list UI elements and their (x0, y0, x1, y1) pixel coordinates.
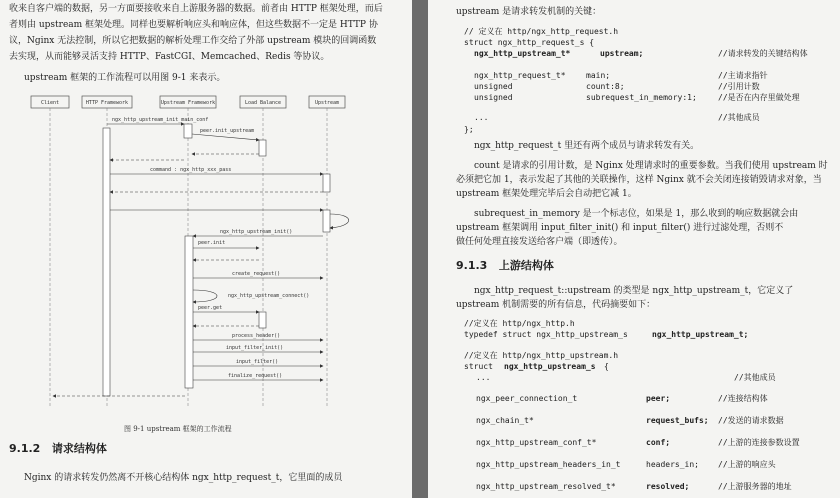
msg-label-10: input_filter_init() (226, 345, 284, 351)
code1-field-4: subrequest_in_memory:1; (586, 93, 697, 102)
section-912-heading (9, 443, 107, 455)
figure-caption: 图 9-1 upstream 框架的工作流程 (124, 425, 232, 433)
code1-note-5: //其他成员 (718, 113, 760, 122)
code1-note-2: //主请求指针 (718, 71, 768, 80)
code1-ellipsis: ... (474, 113, 489, 122)
para4-line-2: upstream 机制需要的所有信息，代码摘要如下： (456, 300, 656, 310)
code2-field-5: resolved; (646, 482, 690, 491)
right-page (428, 0, 840, 498)
code2-struct-name: ngx_http_upstream_s (504, 362, 596, 371)
code2-note-0: //其他成员 (734, 373, 776, 382)
page-gutter (412, 0, 428, 498)
intro-line-2: 者则由 upstream 框架处理。同样也要解析响应头和响应体，但这些数据不一定是 HTTP 协 (9, 20, 378, 30)
self-loop-connect (193, 290, 217, 302)
code2-comment-2: //定义在 http/ngx_http_upstream.h (464, 351, 619, 360)
intro-line-4: 去实现，从而能够灵活支持 HTTP、FastCGI、Memcached、Redis 等协议。 (9, 52, 330, 62)
para4-line-1: ngx_http_request_t::upstream 的类型是 ngx_http_upstream_t，它定义了 (474, 286, 794, 296)
code1-type-3: unsigned (474, 82, 513, 91)
code1-field-2: main; (586, 71, 611, 80)
code1-note-3: //引用计数 (718, 82, 760, 91)
code1-field-1: upstream; (600, 49, 644, 58)
intro-line-3: 议，Nginx 无法控制，所以它把数据的解析处理工作交给了外部 upstream 模块的回调函数 (9, 36, 377, 46)
msg-label-12: finalize_request() (228, 373, 283, 379)
para3-line-1: subrequest_in_memory 是一个标志位，如果是 1，那么收到的响应数据就会由 (474, 209, 799, 219)
code2-ellipsis: ... (476, 373, 491, 382)
code2-typedef: typedef struct ngx_http_upstream_s (464, 330, 628, 339)
code2-note-3: //上游的连接参数设置 (718, 438, 800, 447)
msg-label-4: ngx_http_upstream_init() (220, 229, 293, 235)
code1-type-2: ngx_http_request_t* (474, 71, 566, 80)
msg-label-1: ngx_http_upstream_init_main_conf (112, 117, 209, 123)
code2-type-2: ngx_chain_t* (476, 416, 534, 425)
section-title: 请求结构体 (51, 442, 107, 455)
section-number: 9.1.3 (456, 259, 488, 272)
left-body-line: Nginx 的请求转发仍然离不开核心结构体 ngx_http_request_t，它里面的成员 (24, 473, 343, 483)
section-title: 上游结构体 (498, 259, 554, 272)
code2-type-4: ngx_http_upstream_headers_in_t (476, 460, 621, 469)
upstream-sequence-diagram (0, 90, 412, 440)
code1-note-1: //请求转发的关键结构体 (718, 49, 808, 58)
code2-note-5: //上游服务器的地址 (718, 482, 792, 491)
code1-close: }; (464, 125, 474, 134)
msg-arrow-2 (192, 134, 259, 140)
code2-typedef-name: ngx_http_upstream_t; (652, 330, 749, 339)
msg-label-8: peer.get (198, 305, 223, 311)
lane-upstream: Upstream (314, 100, 340, 106)
code2-field-1: peer; (646, 394, 671, 403)
right-top-line: upstream 是请求转发机制的关键： (456, 7, 602, 17)
para2-line-3: upstream 框架处理完毕后会自动把它减 1。 (456, 189, 637, 199)
code1-struct: struct ngx_http_request_s { (464, 38, 595, 47)
msg-label-9: process_header() (232, 333, 281, 339)
msg-label-6: create_request() (232, 271, 281, 277)
code2-note-4: //上游的响应头 (718, 460, 776, 469)
code2-note-2: //发送的请求数据 (718, 416, 784, 425)
code2-field-3: conf; (646, 438, 671, 447)
lane-http-framework: HTTP Framework (85, 100, 129, 106)
section-913-heading (456, 260, 554, 272)
code1-field-3: count:8; (586, 82, 625, 91)
msg-label-2: peer.init_upstream (200, 128, 255, 134)
code2-field-4: headers_in; (646, 460, 699, 469)
intro-line-1: 收来自客户端的数据，另一方面要接收来自上游服务器的数据。前者由 HTTP 框架处理，而后 (9, 4, 383, 14)
code1-note-4: //是否在内存里做处理 (718, 93, 800, 102)
code1-type-4: unsigned (474, 93, 513, 102)
code1-type-1: ngx_http_upstream_t* (474, 49, 571, 58)
code2-type-1: ngx_peer_connection_t (476, 394, 578, 403)
para2-line-1: count 是请求的引用计数，是 Nginx 处理请求时的重要参数。当我们使用 upstream 时 (474, 161, 828, 171)
section-number: 9.1.2 (9, 442, 41, 455)
msg-label-7: ngx_http_upstream_connect() (228, 293, 310, 299)
code2-open-brace: { (604, 362, 609, 371)
code2-comment-1: //定义在 http/ngx_http.h (464, 319, 575, 328)
code2-note-1: //连接结构体 (718, 394, 768, 403)
code2-field-2: request_bufs; (646, 416, 709, 425)
code2-type-5: ngx_http_upstream_resolved_t* (476, 482, 616, 491)
self-loop-upstream (330, 214, 349, 228)
code2-type-3: ngx_http_upstream_conf_t* (476, 438, 597, 447)
msg-label-5: peer.init (198, 240, 226, 246)
para3-line-3: 做任何处理直接发送给客户端（即透传）。 (456, 237, 623, 247)
msg-label-3: command : ngx_http_xxx_pass (150, 167, 232, 173)
para1: ngx_http_request_t 里还有两个成员与请求转发有关。 (474, 141, 700, 151)
lane-load-balance: Load Balance (244, 100, 282, 106)
left-page (0, 0, 412, 498)
msg-label-11: input_filter() (236, 359, 279, 365)
code2-struct-kw: struct (464, 362, 493, 371)
flow-intro: upstream 框架的工作流程可以用图 9-1 来表示。 (24, 73, 226, 83)
code1-comment: // 定义在 http/ngx_http_request.h (464, 27, 619, 36)
lane-client: Client (40, 100, 60, 106)
lane-upstream-framework: Upstream Framework (160, 100, 216, 106)
para2-line-2: 必须把它加 1，表示发起了其他的关联操作，这样 Nginx 就不会关闭连接销毁请求对象，当 (456, 175, 822, 185)
para3-line-2: upstream 框架调用 input_filter_init() 和 input_filter() 进行过滤处理，否则不 (456, 223, 784, 233)
